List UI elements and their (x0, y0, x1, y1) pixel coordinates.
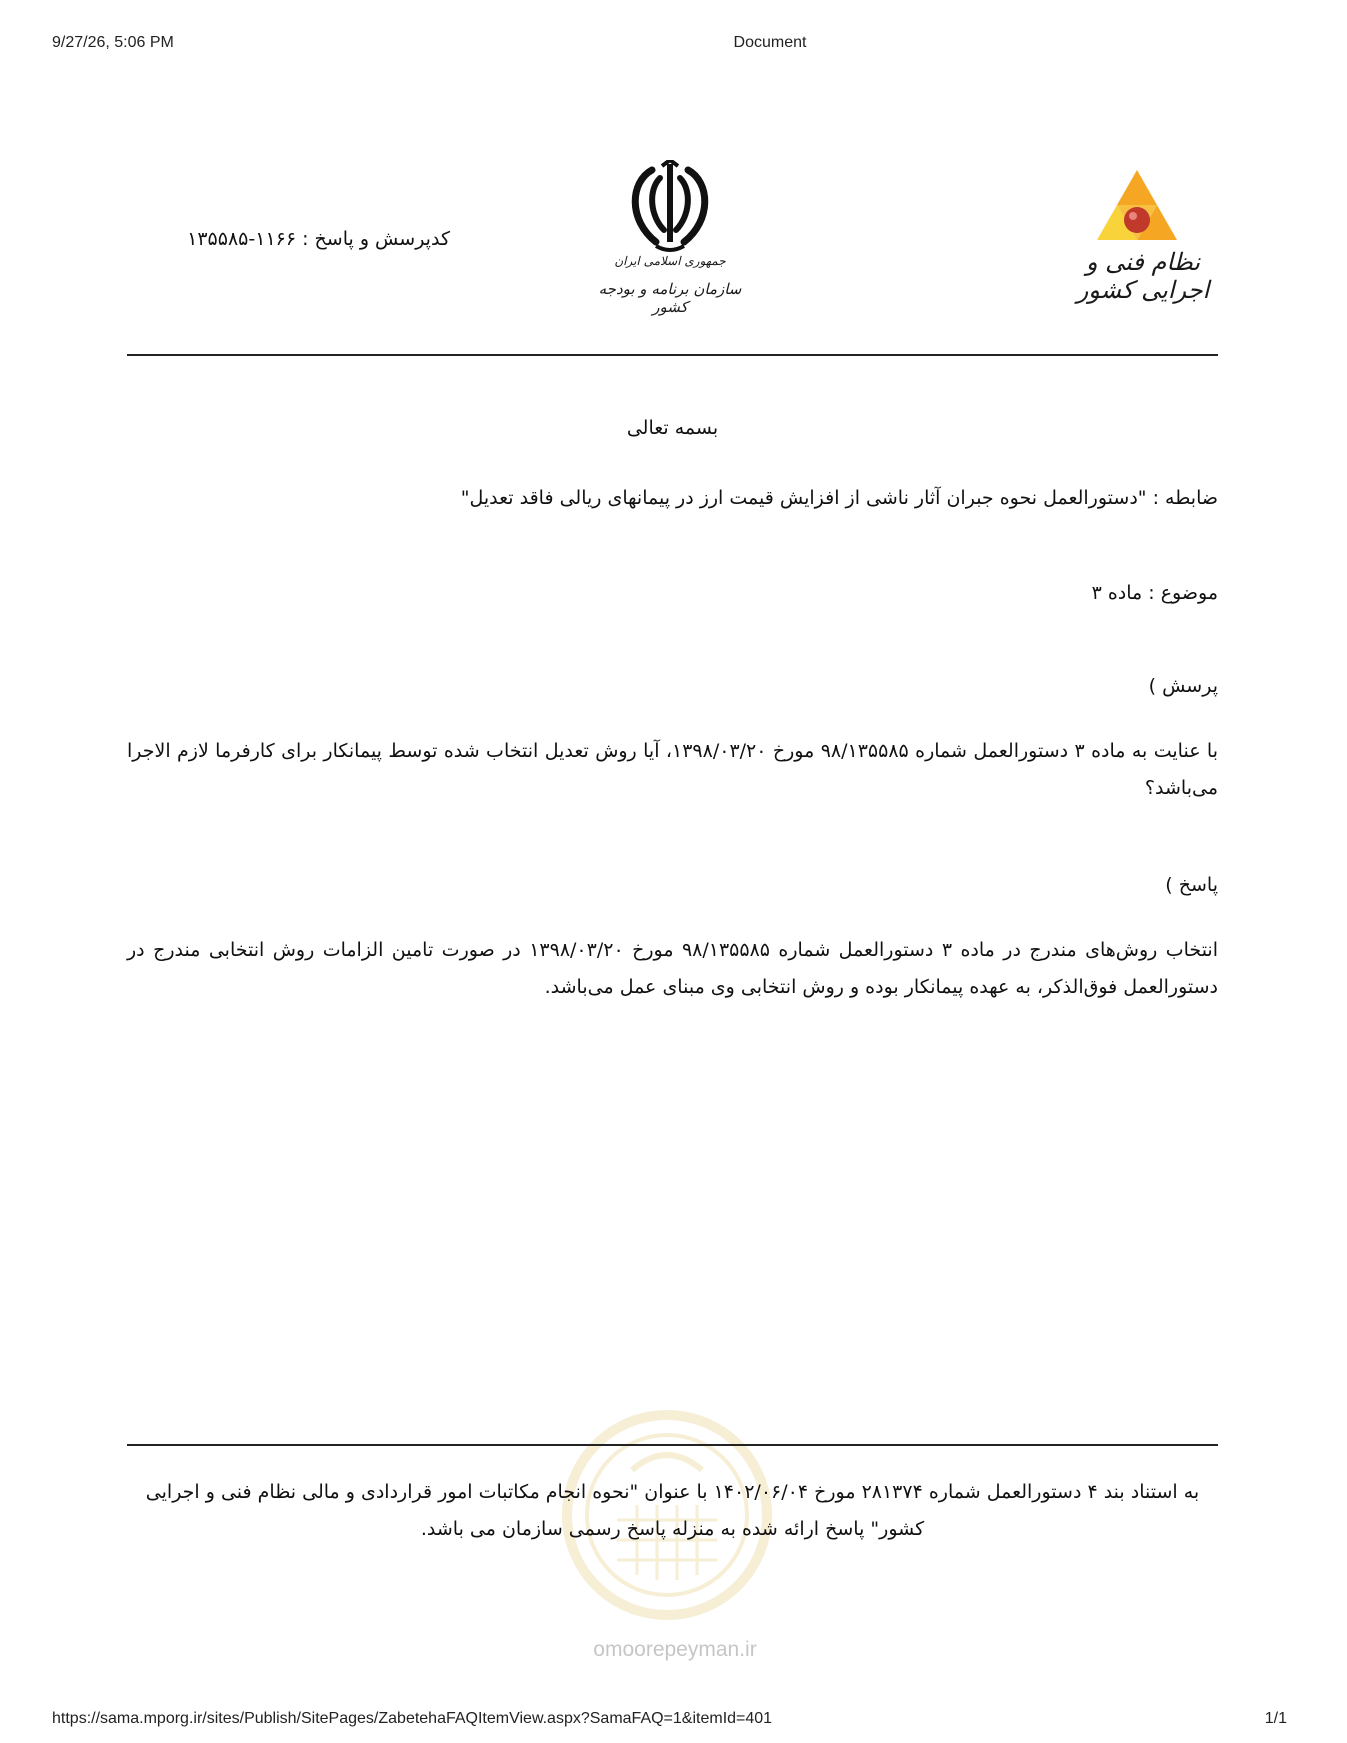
question-body: با عنایت به ماده ۳ دستورالعمل شماره ۹۸/۱۳۵۵۸۵ مورخ ۱۳۹۸/۰۳/۲۰، آیا روش تعدیل انتخاب شده توسط پیمانکار برای کارفرما لازم الاجرا می‌باشد؟ (127, 740, 1218, 799)
footer-divider (127, 1444, 1218, 1446)
watermark-site-text: omoorepeyman.ir (593, 1638, 757, 1661)
official-response-note: به استناد بند ۴ دستورالعمل شماره ۲۸۱۳۷۴ مورخ ۱۴۰۲/۰۶/۰۴ با عنوان "نحوه انجام مکاتبات امور قراردادی و مالی نظام فنی و اجرایی کشور" پاسخ ارائه شده به منزله پاسخ رسمی سازمان می باشد. (145, 1481, 1200, 1540)
header-divider (127, 354, 1218, 356)
answer-body: انتخاب روش‌های مندرج در ماده ۳ دستورالعمل شماره ۹۸/۱۳۵۵۸۵ مورخ ۱۳۹۸/۰۳/۲۰ در صورت تامین الزامات روش انتخابی مندرج در دستورالعمل فوق‌الذکر، به عهده پیمانکار بوده و روش انتخابی وی مبنای عمل می‌باشد. (127, 939, 1218, 998)
print-document-title: Document (733, 34, 807, 51)
emblem-caption-country: جمهوری اسلامی ایران (614, 254, 726, 268)
question-heading: پرسش ) (1148, 675, 1218, 697)
subject-line: موضوع : ماده ۳ (1091, 582, 1218, 604)
print-page-url: https://sama.mporg.ir/sites/Publish/SitePages/ZabetehaFAQItemView.aspx?SamaFAQ=1&itemId=401 (52, 1710, 773, 1727)
emblem-caption-organization: سازمان برنامه و بودجه کشور (598, 280, 742, 316)
iran-emblem-icon (622, 160, 718, 255)
answer-heading: پاسخ ) (1165, 874, 1218, 896)
question-code: کدپرسش و پاسخ : ۱۱۶۶-۱۳۵۵۸۵ (187, 228, 450, 250)
technical-system-logo-text: نظام فنی و اجرایی کشور (1076, 248, 1210, 304)
print-datetime: 9/27/26, 5:06 PM (52, 34, 174, 51)
bismillah-heading: بسمه تعالی (626, 417, 719, 439)
regulation-title: ضابطه : "دستورالعمل نحوه جبران آثار ناشی از افزایش قیمت ارز در پیمانهای ریالی فاقد تعدیل" (460, 487, 1218, 509)
print-page-number: 1/1 (1264, 1710, 1287, 1727)
